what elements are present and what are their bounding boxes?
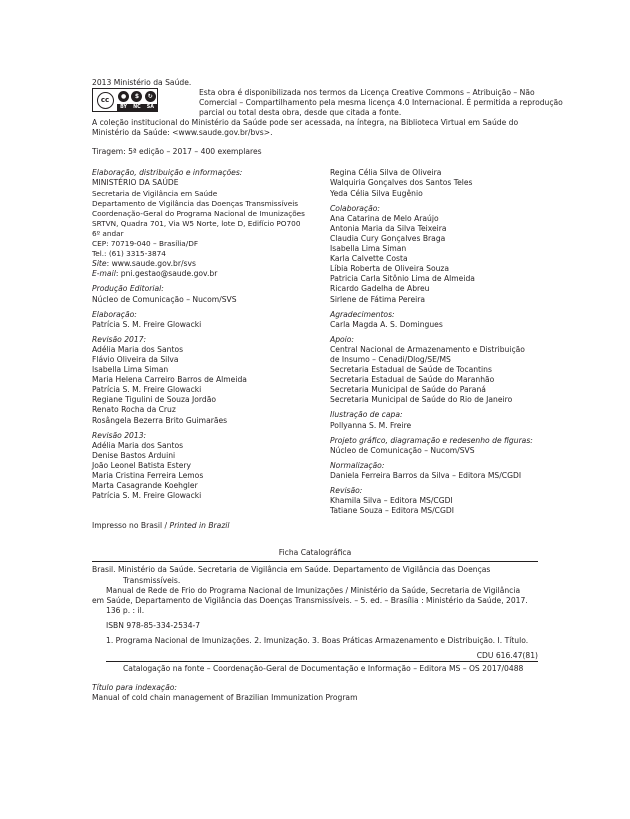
support-heading: Apoio:: [330, 334, 354, 344]
credits-right-column: [330, 168, 538, 516]
list-item: Maria Cristina Ferreira Lemos: [92, 471, 204, 480]
editorial-value: Núcleo de Comunicação – Nucom/SVS: [92, 294, 237, 304]
list-item: Adélia Maria dos Santos: [92, 440, 184, 450]
cc-nc-label: NC: [133, 105, 141, 111]
list-item: Ana Catarina de Melo Araújo: [330, 213, 439, 223]
list-item: Sirlene de Fátima Pereira: [330, 294, 426, 304]
editorial-heading: Produção Editorial:: [92, 284, 164, 294]
catalog-card-title: Ficha Catalográfica: [278, 548, 352, 558]
support-list: [330, 345, 538, 406]
revision-2017-heading: Revisão 2017:: [92, 334, 147, 344]
thanks-heading: Agradecimentos:: [330, 309, 395, 319]
license-text: Esta obra é disponibilizada nos termos da Licença Creative Commons – Atribuição – Não Comercial – Compartilhamento pela mesma licença 4.0 Internacional. É permitida a reprodução parcial ou total desta obra, desde que citada a fonte.: [199, 88, 563, 118]
list-item: Patrícia S. M. Freire Glowacki: [92, 385, 202, 395]
index-title-heading: Título para indexação:: [92, 683, 177, 693]
thanks-value: Carla Magda A. S. Domingues: [330, 319, 443, 329]
list-item: Central Nacional de Armazenamento e Distribuição: [330, 344, 525, 354]
list-item: Ricardo Gadelha de Abreu: [330, 284, 430, 294]
elaboracao-heading: Elaboração:: [92, 309, 137, 319]
list-item: Tatiane Souza – Editora MS/CGDI: [330, 506, 454, 516]
list-item: Isabella Lima Siman: [92, 365, 169, 375]
list-item: Regina Célia Silva de Oliveira: [330, 168, 442, 178]
revision-2013-list: [92, 441, 330, 502]
list-item: Líbia Roberta de Oliveira Souza: [330, 264, 450, 274]
elaboration-heading: Elaboração, distribuição e informações:: [92, 168, 243, 178]
list-item: Regiane Tigulini de Souza Jordão: [92, 395, 217, 405]
list-item: Secretaria Municipal de Saúde do Rio de Janeiro: [330, 395, 513, 405]
credits-columns: [92, 168, 538, 516]
noncommercial-icon: $: [131, 91, 142, 102]
revision-2017-list: [92, 345, 330, 426]
list-item: Maria Helena Carreiro Barros de Almeida: [92, 375, 247, 385]
site-line: Site: www.saude.gov.br/svs: [92, 259, 196, 269]
list-item: Claudia Cury Gonçalves Braga: [330, 233, 446, 243]
cc-logo-icon: cc: [93, 89, 117, 111]
credits-left-column: [92, 168, 330, 516]
catalog-card: [92, 562, 538, 661]
attribution-icon: ●: [118, 91, 129, 102]
printed-in-brazil: Impresso no Brasil / Printed in Brazil: [92, 521, 230, 531]
copyright-notice: 2013 Ministério da Saúde.: [92, 78, 192, 87]
catalog-source: Catalogação na fonte – Coordenação-Geral de Documentação e Informação – Editora MS – OS 2017/0488: [123, 664, 524, 674]
list-item: Walquiria Gonçalves dos Santos Teles: [330, 178, 473, 188]
catalog-manual-title: Manual de Rede de Frio do Programa Nacional de Imunizações / Ministério da Saúde, Secretaria de Vigilância: [106, 585, 521, 595]
collaboration-heading: Colaboração:: [330, 203, 380, 213]
graphic-design-value: Núcleo de Comunicação – Nucom/SVS: [330, 445, 475, 455]
list-item: João Leonel Batista Estery: [92, 460, 191, 470]
catalog-manual-cont: em Saúde, Departamento de Vigilância das Doenças Transmissíveis. – 5. ed. – Brasília : Ministério da Saúde, 2017.: [92, 595, 528, 605]
list-item: Denise Bastos Arduini: [92, 450, 176, 460]
creative-commons-badge: [92, 88, 158, 112]
elaboracao-value: Patrícia S. M. Freire Glowacki: [92, 319, 202, 329]
email-line: E-mail: pni.gestao@saude.gov.br: [92, 269, 218, 279]
list-item: Flávio Oliveira da Silva: [92, 354, 179, 364]
graphic-design-heading: Projeto gráfico, diagramação e redesenho de figuras:: [330, 435, 533, 445]
list-item: Renato Rocha da Cruz: [92, 405, 176, 415]
list-item: Adélia Maria dos Santos: [92, 344, 184, 354]
list-item: Secretaria Municipal de Saúde do Paraná: [330, 385, 486, 395]
list-item: Khamila Silva – Editora MS/CGDI: [330, 496, 453, 506]
cover-illustration-heading: Ilustração de capa:: [330, 410, 403, 420]
catalog-entry-cont: Transmissíveis.: [123, 575, 181, 585]
collaboration-list: [330, 214, 538, 305]
catalog-entry: Brasil. Ministério da Saúde. Secretaria de Vigilância em Saúde. Departamento de Vigilância das Doenças: [92, 565, 491, 575]
catalog-isbn: ISBN 978-85-334-2534-7: [106, 620, 201, 630]
copyright-page: [92, 78, 563, 704]
review-heading: Revisão:: [330, 486, 363, 495]
list-item: Secretaria Estadual de Saúde de Tocantins: [330, 365, 492, 375]
list-item: de Insumo – Cenadi/Dlog/SE/MS: [330, 354, 451, 364]
catalog-pages: 136 p. : il.: [106, 605, 145, 615]
license-block: [92, 88, 563, 118]
ministry-name: MINISTÉRIO DA SAÚDE: [92, 178, 179, 188]
catalog-cdu: CDU 616.47(81): [476, 651, 538, 661]
list-item: Secretaria Estadual de Saúde do Maranhão: [330, 375, 495, 385]
collection-note: A coleção institucional do Ministério da Saúde pode ser acessada, na íntegra, na Biblioteca Virtual em Saúde do Ministério da Saúde: <www.saude.gov.br/bvs>.: [92, 118, 519, 138]
list-item: Marta Casagrande Koehgler: [92, 481, 198, 491]
list-item: Karla Calvette Costa: [330, 254, 408, 264]
sharealike-icon: ↻: [145, 91, 156, 102]
list-item: Rosângela Bezerra Brito Guimarães: [92, 415, 228, 425]
ministry-address: Secretaria de Vigilância em Saúde Departamento de Vigilância das Doenças Transmissíveis Coordenação-Geral do Programa Nacional de Imunizações SRTVN, Quadra 701, Via W5 Norte, lote D, Edifício PO700 6º andar CEP: 70719-040 – Brasília/DF Tel.: (61) 3315-3874: [92, 188, 305, 259]
normalization-value: Daniela Ferreira Barros da Silva – Editora MS/CGDI: [330, 470, 522, 480]
print-run: Tiragem: 5ª edição – 2017 – 400 exemplares: [92, 147, 262, 157]
cc-sa-label: SA: [146, 105, 154, 111]
list-item: Patrícia S. M. Freire Glowacki: [92, 491, 202, 501]
catalog-subjects: 1. Programa Nacional de Imunizações. 2. Imunização. 3. Boas Práticas Armazenamento e Distribuição. I. Título.: [106, 636, 529, 646]
cover-illustration-value: Pollyanna S. M. Freire: [330, 420, 412, 430]
list-item: Yeda Célia Silva Eugênio: [330, 188, 423, 198]
cc-by-label: BY: [120, 105, 127, 111]
revision-2017-list-continued: [330, 168, 538, 198]
list-item: Antonia Maria da Silva Teixeira: [330, 223, 447, 233]
index-title-value: Manual of cold chain management of Brazilian Immunization Program: [92, 693, 358, 703]
normalization-heading: Normalização:: [330, 460, 385, 470]
list-item: Isabella Lima Siman: [330, 244, 407, 254]
revision-2013-heading: Revisão 2013:: [92, 430, 147, 440]
list-item: Patricia Carla Sitônio Lima de Almeida: [330, 274, 475, 284]
